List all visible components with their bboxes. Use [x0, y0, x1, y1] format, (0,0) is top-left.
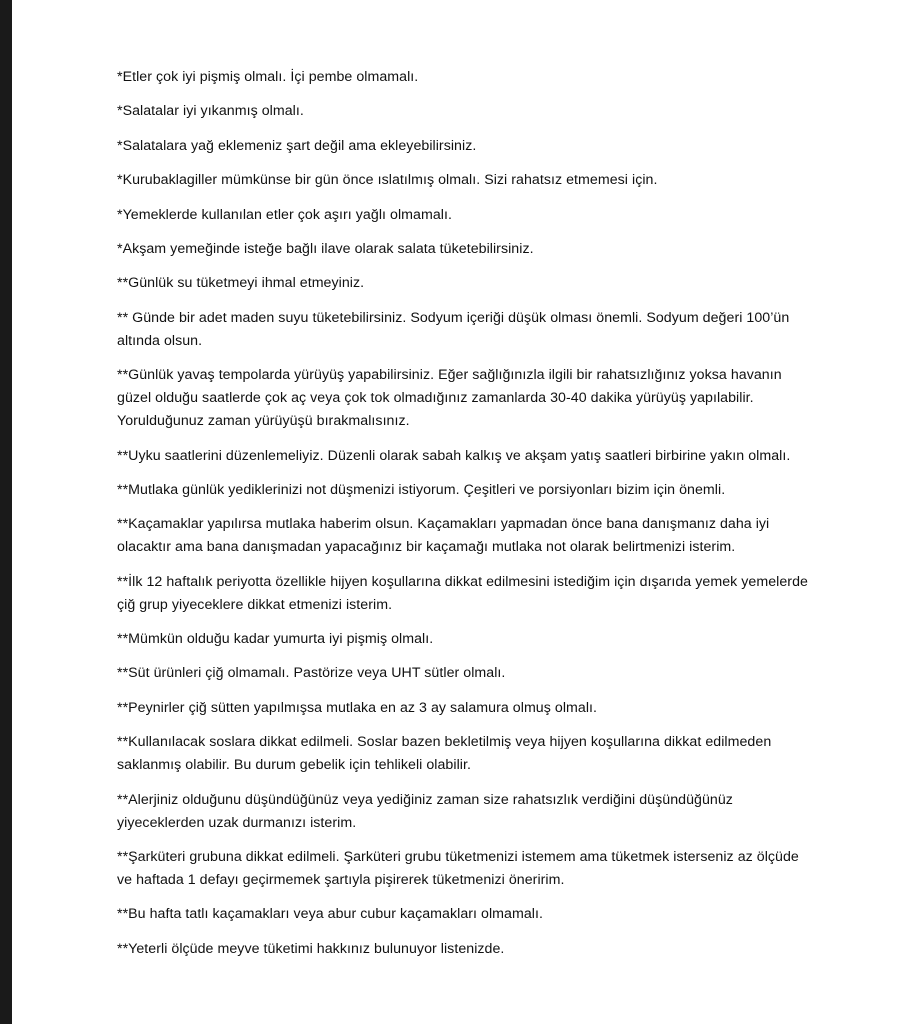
note-item: *Kurubaklagiller mümkünse bir gün önce ıslatılmış olmalı. Sizi rahatsız etmemesi için. — [117, 172, 658, 189]
notes-list — [117, 66, 817, 972]
note-item: *Etler çok iyi pişmiş olmalı. İçi pembe olmamalı. — [117, 69, 419, 85]
note-item: **Mutlaka günlük yediklerinizi not düşmenizi istiyorum. Çeşitleri ve porsiyonları bizim için önemli. — [117, 481, 726, 498]
note-item: **Peynirler çiğ sütten yapılmışsa mutlaka en az 3 ay salamura olmuş olmalı. — [117, 699, 598, 716]
note-item: **Yeterli ölçüde meyve tüketimi hakkınız bulunuyor listenizde. — [117, 940, 505, 957]
note-item: ** Günde bir adet maden suyu tüketebilirsiniz. Sodyum içeriği düşük olması önemli. Sodyum değeri 100’ün altında olsun. — [117, 309, 790, 349]
note-item: **Uyku saatlerini düzenlemeliyiz. Düzenli olarak sabah kalkış ve akşam yatış saatleri birbirine yakın olmalı. — [117, 447, 791, 464]
note-item: **Kullanılacak soslara dikkat edilmeli. Soslar bazen bekletilmiş veya hijyen koşullarına dikkat edilmeden saklanmış olabilir. Bu durum gebelik için tehlikeli olabilir. — [117, 734, 772, 774]
note-item: **Günlük su tüketmeyi ihmal etmeyiniz. — [117, 275, 365, 292]
note-item: **Süt ürünleri çiğ olmamalı. Pastörize veya UHT sütler olmalı. — [117, 665, 506, 682]
note-item: **Mümkün olduğu kadar yumurta iyi pişmiş olmalı. — [117, 631, 434, 648]
note-item: **Günlük yavaş tempolarda yürüyüş yapabilirsiniz. Eğer sağlığınızla ilgili bir rahatsızlığınız yoksa havanın güzel olduğu saatlerde çok aç veya çok tok olmadığınız zamanlarda 30-40 dakika yürüyüş yapılabilir. Yorulduğunuz zaman yürüyüşü bırakmalısınız. — [117, 367, 782, 430]
note-item: *Salatalara yağ eklemeniz şart değil ama ekleyebilirsiniz. — [117, 137, 477, 154]
note-item: *Yemeklerde kullanılan etler çok aşırı yağlı olmamalı. — [117, 206, 452, 223]
left-edge-shadow — [0, 0, 12, 1024]
note-item: **Şarküteri grubuna dikkat edilmeli. Şarküteri grubu tüketmenizi istemem ama tüketmek isterseniz az ölçüde ve haftada 1 defayı geçirmemek şartıyla pişirerek tüketmenizi öneririm. — [117, 849, 799, 889]
note-item: *Akşam yemeğinde isteğe bağlı ilave olarak salata tüketebilirsiniz. — [117, 240, 534, 257]
note-item: *Salatalar iyi yıkanmış olmalı. — [117, 103, 304, 120]
document-page — [12, 0, 923, 1024]
note-item: **Kaçamaklar yapılırsa mutlaka haberim olsun. Kaçamakları yapmadan önce bana danışmanız daha iyi olacaktır ama bana danışmadan yapacağınız bir kaçamağı mutlaka not olarak belirtmenizi isterim. — [117, 516, 770, 556]
note-item: **Alerjiniz olduğunu düşündüğünüz veya yediğiniz zaman size rahatsızlık verdiğini düşündüğünüz yiyeceklerden uzak durmanızı isterim. — [117, 791, 733, 831]
note-item: **Bu hafta tatlı kaçamakları veya abur cubur kaçamakları olmamalı. — [117, 906, 543, 923]
note-item: **İlk 12 haftalık periyotta özellikle hijyen koşullarına dikkat edilmesini istediğim için dışarıda yemek yemelerde çiğ grup yiyeceklere dikkat etmenizi isterim. — [117, 573, 808, 613]
